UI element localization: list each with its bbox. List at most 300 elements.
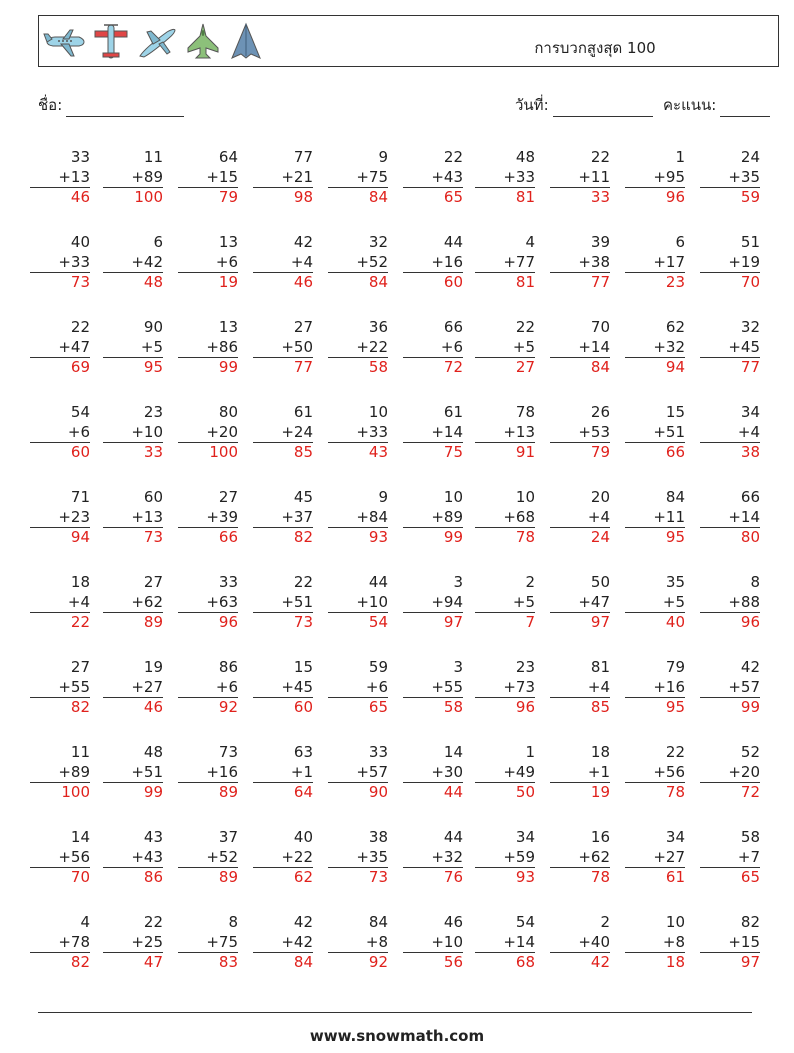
addend-top: 42	[293, 233, 313, 251]
problem	[550, 658, 610, 717]
addend-top: 27	[218, 488, 238, 506]
addend-bottom: +5	[662, 592, 685, 611]
answer: 43	[328, 442, 388, 462]
problem	[403, 403, 463, 462]
addend-top: 45	[293, 488, 313, 506]
addend-bottom: +17	[653, 252, 685, 271]
answer: 19	[550, 782, 610, 802]
addend-top: 78	[515, 403, 535, 421]
addend-bottom: +10	[431, 932, 463, 951]
addend-bottom: +89	[131, 167, 163, 186]
addend-top: 86	[218, 658, 238, 676]
answer: 97	[700, 952, 760, 972]
addend-top: 1	[675, 148, 685, 166]
answer: 100	[30, 782, 90, 802]
problem	[178, 743, 238, 802]
addend-top: 61	[443, 403, 463, 421]
name-blank	[66, 100, 184, 117]
addend-bottom: +16	[431, 252, 463, 271]
problem	[103, 318, 163, 377]
addend-bottom: +22	[356, 337, 388, 356]
answer: 73	[328, 867, 388, 887]
addend-top: 51	[740, 233, 760, 251]
addend-top: 23	[515, 658, 535, 676]
addend-top: 22	[443, 148, 463, 166]
answer: 85	[550, 697, 610, 717]
addend-top: 20	[590, 488, 610, 506]
problem	[103, 573, 163, 632]
addend-top: 66	[443, 318, 463, 336]
answer: 70	[700, 272, 760, 292]
answer: 77	[700, 357, 760, 377]
addend-bottom: +1	[587, 762, 610, 781]
addend-top: 2	[600, 913, 610, 931]
addend-top: 71	[70, 488, 90, 506]
addend-bottom: +84	[356, 507, 388, 526]
addend-top: 8	[750, 573, 760, 591]
answer: 69	[30, 357, 90, 377]
answer: 54	[328, 612, 388, 632]
addend-bottom: +14	[431, 422, 463, 441]
problem	[328, 488, 388, 547]
answer: 91	[475, 442, 535, 462]
addend-top: 9	[378, 488, 388, 506]
problem	[30, 318, 90, 377]
answer: 77	[550, 272, 610, 292]
addend-top: 32	[368, 233, 388, 251]
problem	[700, 488, 760, 547]
answer: 65	[403, 187, 463, 207]
problem	[700, 913, 760, 972]
addend-bottom: +75	[356, 167, 388, 186]
addend-bottom: +88	[728, 592, 760, 611]
addend-top: 22	[293, 573, 313, 591]
addend-top: 3	[453, 658, 463, 676]
addend-top: 1	[525, 743, 535, 761]
answer: 50	[475, 782, 535, 802]
answer: 94	[625, 357, 685, 377]
worksheet-title: การบวกสูงสุด 100	[534, 39, 656, 57]
answer: 77	[253, 357, 313, 377]
answer: 18	[625, 952, 685, 972]
addend-bottom: +42	[281, 932, 313, 951]
addend-bottom: +57	[356, 762, 388, 781]
date-label: วันที่:	[515, 96, 549, 114]
addend-top: 54	[515, 913, 535, 931]
problem	[30, 573, 90, 632]
addend-top: 33	[218, 573, 238, 591]
problem	[253, 318, 313, 377]
problem	[475, 403, 535, 462]
answer: 79	[550, 442, 610, 462]
answer: 85	[253, 442, 313, 462]
addend-top: 54	[70, 403, 90, 421]
answer: 96	[475, 697, 535, 717]
answer: 84	[328, 187, 388, 207]
addend-bottom: +23	[58, 507, 90, 526]
answer: 46	[103, 697, 163, 717]
addend-top: 22	[515, 318, 535, 336]
answer: 60	[403, 272, 463, 292]
addend-bottom: +27	[653, 847, 685, 866]
addend-top: 14	[443, 743, 463, 761]
addend-bottom: +43	[431, 167, 463, 186]
answer: 73	[253, 612, 313, 632]
addend-bottom: +33	[356, 422, 388, 441]
addend-top: 77	[293, 148, 313, 166]
answer: 95	[625, 527, 685, 547]
addend-top: 34	[515, 828, 535, 846]
answer: 22	[30, 612, 90, 632]
problem	[178, 828, 238, 887]
addend-bottom: +10	[356, 592, 388, 611]
propeller-plane-icon	[93, 22, 129, 62]
addend-bottom: +16	[206, 762, 238, 781]
answer: 82	[30, 697, 90, 717]
problem	[625, 743, 685, 802]
problem	[475, 913, 535, 972]
problem	[253, 233, 313, 292]
answer: 82	[253, 527, 313, 547]
date-field	[515, 93, 653, 117]
problem	[30, 913, 90, 972]
answer: 19	[178, 272, 238, 292]
addend-top: 6	[153, 233, 163, 251]
addend-bottom: +43	[131, 847, 163, 866]
addend-bottom: +5	[140, 337, 163, 356]
stealth-bomber-icon	[229, 22, 263, 62]
addend-top: 58	[740, 828, 760, 846]
problem	[328, 658, 388, 717]
problem	[475, 148, 535, 207]
addend-bottom: +73	[503, 677, 535, 696]
answer: 93	[475, 867, 535, 887]
problem	[328, 403, 388, 462]
addend-bottom: +52	[206, 847, 238, 866]
addend-top: 34	[740, 403, 760, 421]
addend-bottom: +4	[587, 677, 610, 696]
answer: 97	[550, 612, 610, 632]
addend-top: 33	[368, 743, 388, 761]
answer: 73	[30, 272, 90, 292]
problem	[475, 488, 535, 547]
answer: 64	[253, 782, 313, 802]
addend-bottom: +52	[356, 252, 388, 271]
addend-bottom: +53	[578, 422, 610, 441]
problem	[700, 658, 760, 717]
addend-top: 22	[590, 148, 610, 166]
addend-top: 9	[378, 148, 388, 166]
problem	[700, 233, 760, 292]
addend-top: 18	[590, 743, 610, 761]
addend-bottom: +14	[728, 507, 760, 526]
answer: 89	[103, 612, 163, 632]
addend-top: 39	[590, 233, 610, 251]
addend-bottom: +39	[206, 507, 238, 526]
addend-top: 4	[525, 233, 535, 251]
problem	[700, 318, 760, 377]
addend-top: 11	[70, 743, 90, 761]
problem	[253, 743, 313, 802]
addend-top: 35	[665, 573, 685, 591]
addend-top: 46	[443, 913, 463, 931]
problem	[103, 828, 163, 887]
problem	[178, 913, 238, 972]
header-box	[38, 15, 779, 67]
addend-top: 84	[665, 488, 685, 506]
problem	[328, 743, 388, 802]
addend-bottom: +51	[131, 762, 163, 781]
addend-top: 32	[740, 318, 760, 336]
problem	[550, 318, 610, 377]
addend-top: 48	[515, 148, 535, 166]
addend-top: 73	[218, 743, 238, 761]
addend-bottom: +32	[431, 847, 463, 866]
problem	[625, 233, 685, 292]
problem	[403, 743, 463, 802]
addend-bottom: +6	[215, 677, 238, 696]
answer: 66	[625, 442, 685, 462]
addend-bottom: +5	[512, 592, 535, 611]
addend-top: 27	[143, 573, 163, 591]
answer: 78	[550, 867, 610, 887]
answer: 92	[328, 952, 388, 972]
airliner-icon	[43, 22, 85, 62]
problem	[403, 658, 463, 717]
addend-top: 44	[443, 828, 463, 846]
problem	[625, 488, 685, 547]
addend-top: 6	[675, 233, 685, 251]
addend-top: 82	[740, 913, 760, 931]
addend-bottom: +11	[578, 167, 610, 186]
addend-top: 79	[665, 658, 685, 676]
problem	[253, 148, 313, 207]
addend-bottom: +21	[281, 167, 313, 186]
addend-bottom: +51	[281, 592, 313, 611]
addend-top: 52	[740, 743, 760, 761]
problem	[625, 403, 685, 462]
answer: 86	[103, 867, 163, 887]
addend-bottom: +57	[728, 677, 760, 696]
problem	[550, 233, 610, 292]
addend-bottom: +75	[206, 932, 238, 951]
addend-top: 42	[293, 913, 313, 931]
addend-bottom: +62	[578, 847, 610, 866]
addend-bottom: +15	[206, 167, 238, 186]
problem	[625, 318, 685, 377]
problem	[403, 148, 463, 207]
answer: 76	[403, 867, 463, 887]
icon-strip	[43, 20, 263, 64]
addend-top: 61	[293, 403, 313, 421]
problem	[403, 913, 463, 972]
problem	[30, 828, 90, 887]
answer: 46	[30, 187, 90, 207]
addend-bottom: +59	[503, 847, 535, 866]
addend-top: 81	[590, 658, 610, 676]
addend-bottom: +56	[58, 847, 90, 866]
addend-top: 15	[293, 658, 313, 676]
answer: 61	[625, 867, 685, 887]
problem	[103, 403, 163, 462]
addend-top: 48	[143, 743, 163, 761]
problem	[328, 233, 388, 292]
addend-bottom: +27	[131, 677, 163, 696]
jet-plane-icon	[137, 22, 177, 62]
answer: 99	[700, 697, 760, 717]
addend-top: 37	[218, 828, 238, 846]
addend-bottom: +40	[578, 932, 610, 951]
addend-top: 50	[590, 573, 610, 591]
addend-bottom: +42	[131, 252, 163, 271]
answer: 93	[328, 527, 388, 547]
addend-bottom: +33	[503, 167, 535, 186]
score-blank	[720, 100, 770, 117]
answer: 100	[178, 442, 238, 462]
addend-top: 13	[218, 233, 238, 251]
answer: 78	[475, 527, 535, 547]
addend-bottom: +35	[356, 847, 388, 866]
problem	[103, 658, 163, 717]
name-field	[38, 93, 184, 117]
addend-top: 64	[218, 148, 238, 166]
problem	[253, 658, 313, 717]
date-blank	[553, 100, 653, 117]
addend-top: 59	[368, 658, 388, 676]
problem	[178, 403, 238, 462]
addend-bottom: +14	[503, 932, 535, 951]
answer: 68	[475, 952, 535, 972]
problem	[550, 913, 610, 972]
problem	[700, 573, 760, 632]
addend-top: 44	[368, 573, 388, 591]
problem	[253, 403, 313, 462]
addend-top: 8	[228, 913, 238, 931]
answer: 81	[475, 187, 535, 207]
answer: 98	[253, 187, 313, 207]
addend-top: 3	[453, 573, 463, 591]
addend-top: 34	[665, 828, 685, 846]
addend-bottom: +47	[58, 337, 90, 356]
addend-bottom: +16	[653, 677, 685, 696]
problem	[103, 488, 163, 547]
problem	[253, 488, 313, 547]
answer: 81	[475, 272, 535, 292]
problem	[700, 148, 760, 207]
addend-bottom: +8	[662, 932, 685, 951]
addend-top: 33	[70, 148, 90, 166]
addend-top: 4	[80, 913, 90, 931]
addend-top: 36	[368, 318, 388, 336]
answer: 7	[475, 612, 535, 632]
addend-bottom: +33	[58, 252, 90, 271]
problem	[475, 318, 535, 377]
problem	[475, 828, 535, 887]
answer: 90	[328, 782, 388, 802]
addend-bottom: +51	[653, 422, 685, 441]
problem	[403, 573, 463, 632]
footer-rule	[38, 1012, 752, 1013]
problem	[30, 233, 90, 292]
problem	[178, 148, 238, 207]
answer: 97	[403, 612, 463, 632]
problem	[103, 148, 163, 207]
name-label: ชื่อ:	[38, 96, 63, 114]
footer-website: www.snowmath.com	[309, 1027, 485, 1045]
answer: 92	[178, 697, 238, 717]
addend-top: 62	[665, 318, 685, 336]
addend-bottom: +77	[503, 252, 535, 271]
problem	[700, 403, 760, 462]
answer: 96	[178, 612, 238, 632]
problem	[475, 233, 535, 292]
answer: 96	[625, 187, 685, 207]
addend-top: 15	[665, 403, 685, 421]
addend-bottom: +35	[728, 167, 760, 186]
problem	[103, 743, 163, 802]
addend-top: 26	[590, 403, 610, 421]
answer: 89	[178, 782, 238, 802]
answer: 95	[625, 697, 685, 717]
addend-top: 18	[70, 573, 90, 591]
problem	[550, 403, 610, 462]
addend-top: 22	[143, 913, 163, 931]
answer: 65	[328, 697, 388, 717]
problem	[30, 148, 90, 207]
addend-top: 44	[443, 233, 463, 251]
addend-bottom: +86	[206, 337, 238, 356]
problem	[550, 743, 610, 802]
problem	[550, 148, 610, 207]
addend-top: 2	[525, 573, 535, 591]
answer: 72	[403, 357, 463, 377]
addend-bottom: +15	[728, 932, 760, 951]
addend-bottom: +94	[431, 592, 463, 611]
problem	[625, 658, 685, 717]
addend-top: 23	[143, 403, 163, 421]
addend-bottom: +6	[440, 337, 463, 356]
problem	[403, 318, 463, 377]
problem	[253, 573, 313, 632]
addend-bottom: +32	[653, 337, 685, 356]
answer: 84	[253, 952, 313, 972]
answer: 48	[103, 272, 163, 292]
addend-bottom: +19	[728, 252, 760, 271]
addend-top: 22	[665, 743, 685, 761]
problem	[178, 658, 238, 717]
addend-bottom: +50	[281, 337, 313, 356]
answer: 94	[30, 527, 90, 547]
answer: 27	[475, 357, 535, 377]
addend-bottom: +89	[58, 762, 90, 781]
problem	[328, 573, 388, 632]
addend-bottom: +78	[58, 932, 90, 951]
addend-bottom: +24	[281, 422, 313, 441]
addend-bottom: +20	[206, 422, 238, 441]
problem	[403, 488, 463, 547]
addend-top: 38	[368, 828, 388, 846]
addend-top: 27	[293, 318, 313, 336]
answer: 47	[103, 952, 163, 972]
addend-bottom: +89	[431, 507, 463, 526]
addend-bottom: +49	[503, 762, 535, 781]
addend-bottom: +5	[512, 337, 535, 356]
addend-bottom: +38	[578, 252, 610, 271]
addend-top: 70	[590, 318, 610, 336]
answer: 24	[550, 527, 610, 547]
problem	[30, 488, 90, 547]
problem	[178, 233, 238, 292]
